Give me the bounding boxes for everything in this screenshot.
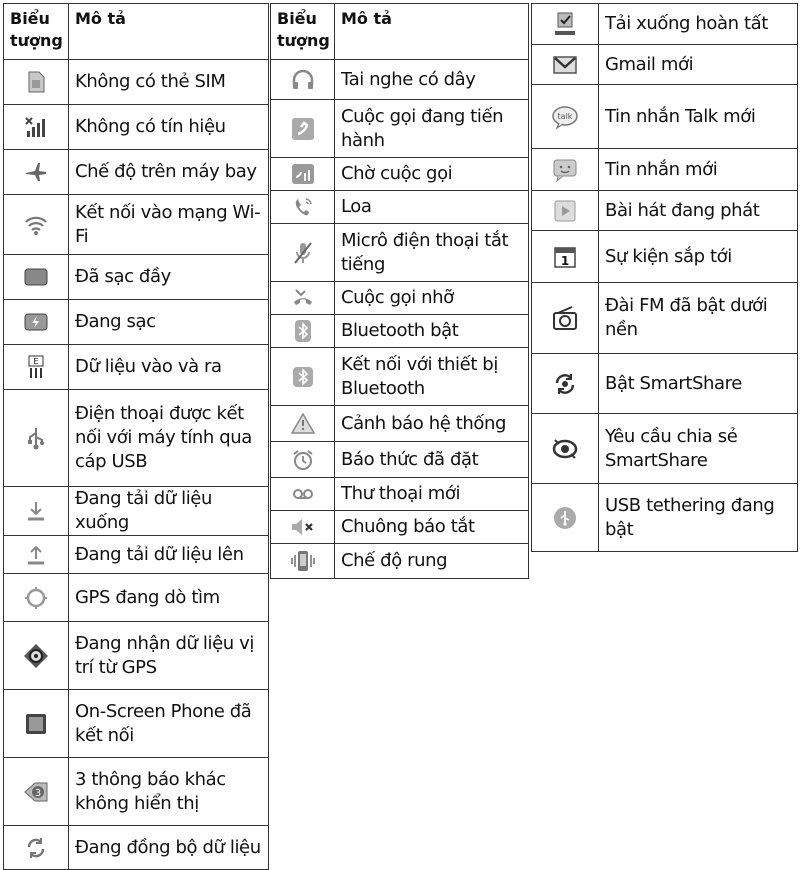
row-description: GPS đang dò tìm <box>69 574 269 622</box>
call-hold-icon <box>290 161 316 187</box>
row-description: Đài FM đã bật dưới nền <box>599 283 798 354</box>
smartshare-on-icon <box>552 371 578 397</box>
talk-icon <box>552 104 578 130</box>
row-description: 3 thông báo khác không hiển thị <box>69 758 269 826</box>
row-description: Đang tải dữ liệu xuống <box>69 487 269 536</box>
alarm-icon <box>290 447 316 473</box>
table-row <box>271 282 529 315</box>
badge-text: 1 <box>560 253 570 268</box>
vibrate-icon <box>290 548 316 574</box>
message-icon <box>552 157 578 183</box>
row-description: Kết nối với thiết bị Bluetooth <box>335 348 529 406</box>
ringer-off-icon <box>290 514 316 540</box>
sync-icon <box>23 835 49 861</box>
table-row <box>271 158 529 191</box>
table-row <box>4 150 269 195</box>
row-description: Chế độ rung <box>335 544 529 579</box>
svg-text:E: E <box>33 357 39 366</box>
music-playing-icon <box>552 198 578 224</box>
on-screen-phone-icon <box>23 711 49 737</box>
table-row <box>532 231 798 283</box>
call-in-progress-icon <box>290 116 316 142</box>
battery-charging-icon <box>23 309 49 335</box>
gps-receiving-icon <box>23 643 49 669</box>
airplane-icon <box>23 159 49 185</box>
table-row <box>271 348 529 406</box>
row-description: Đang nhận dữ liệu vị trí từ GPS <box>69 622 269 690</box>
no-signal-icon <box>23 114 49 140</box>
table-row <box>532 414 798 484</box>
row-description: Yêu cầu chia sẻ SmartShare <box>599 414 798 484</box>
usb-tethering-icon <box>552 505 578 531</box>
row-description: Tin nhắn mới <box>599 149 798 191</box>
row-description: Đã sạc đầy <box>69 255 269 300</box>
header-icon: Biểu tượng <box>271 4 335 60</box>
icon-table-3 <box>531 3 798 552</box>
row-description: Cuộc gọi nhỡ <box>335 282 529 315</box>
header-icon: Biểu tượng <box>4 4 69 60</box>
table-row <box>532 191 798 231</box>
table-row <box>532 4 798 45</box>
table-row <box>4 345 269 390</box>
download-icon <box>23 498 49 524</box>
row-description: Sự kiện sắp tới <box>599 231 798 283</box>
table-row <box>271 60 529 100</box>
table-row <box>4 105 269 150</box>
row-description: Dữ liệu vào và ra <box>69 345 269 390</box>
table-row <box>532 354 798 414</box>
usb-icon <box>23 425 49 451</box>
table-row <box>271 224 529 282</box>
table-row <box>271 315 529 348</box>
table-row <box>4 60 269 105</box>
row-description: Chuông báo tắt <box>335 511 529 544</box>
row-description: On-Screen Phone đã kết nối <box>69 690 269 758</box>
row-description: Bật SmartShare <box>599 354 798 414</box>
row-description: Đang đồng bộ dữ liệu <box>69 826 269 870</box>
badge-text: 3 <box>34 787 42 799</box>
row-description: Chế độ trên máy bay <box>69 150 269 195</box>
table-row <box>4 300 269 345</box>
table-row <box>4 390 269 487</box>
row-description: Đang sạc <box>69 300 269 345</box>
row-description: Bluetooth bật <box>335 315 529 348</box>
voicemail-icon <box>290 481 316 507</box>
row-description: Điện thoại được kết nối với máy tính qua cáp USB <box>69 390 269 487</box>
mic-muted-icon <box>290 240 316 266</box>
row-description: Cảnh báo hệ thống <box>335 406 529 442</box>
table-row <box>271 406 529 442</box>
table-row <box>4 622 269 690</box>
header-description: Mô tả <box>69 4 269 60</box>
calendar-event-icon <box>552 244 578 270</box>
row-description: Tin nhắn Talk mới <box>599 85 798 149</box>
row-description: Không có thẻ SIM <box>69 60 269 105</box>
table-row <box>4 826 269 870</box>
row-description: Micrô điện thoại tắt tiếng <box>335 224 529 282</box>
more-notifications-icon <box>23 779 49 805</box>
system-warning-icon <box>290 411 316 437</box>
smartshare-request-icon <box>552 436 578 462</box>
row-description: Tai nghe có dây <box>335 60 529 100</box>
row-description: Kết nối vào mạng Wi-Fi <box>69 195 269 255</box>
table-row <box>4 690 269 758</box>
no-sim-icon <box>23 69 49 95</box>
row-description: Gmail mới <box>599 45 798 85</box>
icon-table-2 <box>270 3 529 579</box>
table-row <box>4 758 269 826</box>
row-description: Thư thoại mới <box>335 478 529 511</box>
table-row <box>271 191 529 224</box>
battery-full-icon <box>23 264 49 290</box>
table-row <box>271 442 529 478</box>
row-description: Không có tín hiệu <box>69 105 269 150</box>
badge-text: talk <box>557 111 573 121</box>
table-row <box>532 45 798 85</box>
table-row <box>532 149 798 191</box>
table-row <box>532 85 798 149</box>
header-description: Mô tả <box>335 4 529 60</box>
missed-call-icon <box>290 285 316 311</box>
table-row <box>4 574 269 622</box>
table-header <box>4 4 269 60</box>
table-row <box>271 511 529 544</box>
table-row <box>4 255 269 300</box>
gmail-icon <box>552 52 578 78</box>
row-description: Cuộc gọi đang tiến hành <box>335 100 529 158</box>
table-row <box>271 478 529 511</box>
row-description: USB tethering đang bật <box>599 484 798 552</box>
row-description: Báo thức đã đặt <box>335 442 529 478</box>
wired-headset-icon <box>290 67 316 93</box>
table-row <box>532 484 798 552</box>
table-row <box>271 544 529 579</box>
download-complete-icon <box>552 11 578 37</box>
wifi-icon <box>23 212 49 238</box>
gps-searching-icon <box>23 585 49 611</box>
table-row <box>4 195 269 255</box>
data-in-out-icon <box>23 354 49 380</box>
table-row <box>4 536 269 574</box>
row-description: Chờ cuộc gọi <box>335 158 529 191</box>
row-description: Đang tải dữ liệu lên <box>69 536 269 574</box>
table-header <box>271 4 529 60</box>
icon-table-1 <box>3 3 269 870</box>
upload-icon <box>23 542 49 568</box>
row-description: Tải xuống hoàn tất <box>599 4 798 45</box>
bluetooth-on-icon <box>290 318 316 344</box>
table-row <box>271 100 529 158</box>
table-row <box>532 283 798 354</box>
bluetooth-connected-icon <box>290 364 316 390</box>
row-description: Bài hát đang phát <box>599 191 798 231</box>
speaker-icon <box>290 194 316 220</box>
fm-radio-icon <box>552 305 578 331</box>
table-row <box>4 487 269 536</box>
row-description: Loa <box>335 191 529 224</box>
